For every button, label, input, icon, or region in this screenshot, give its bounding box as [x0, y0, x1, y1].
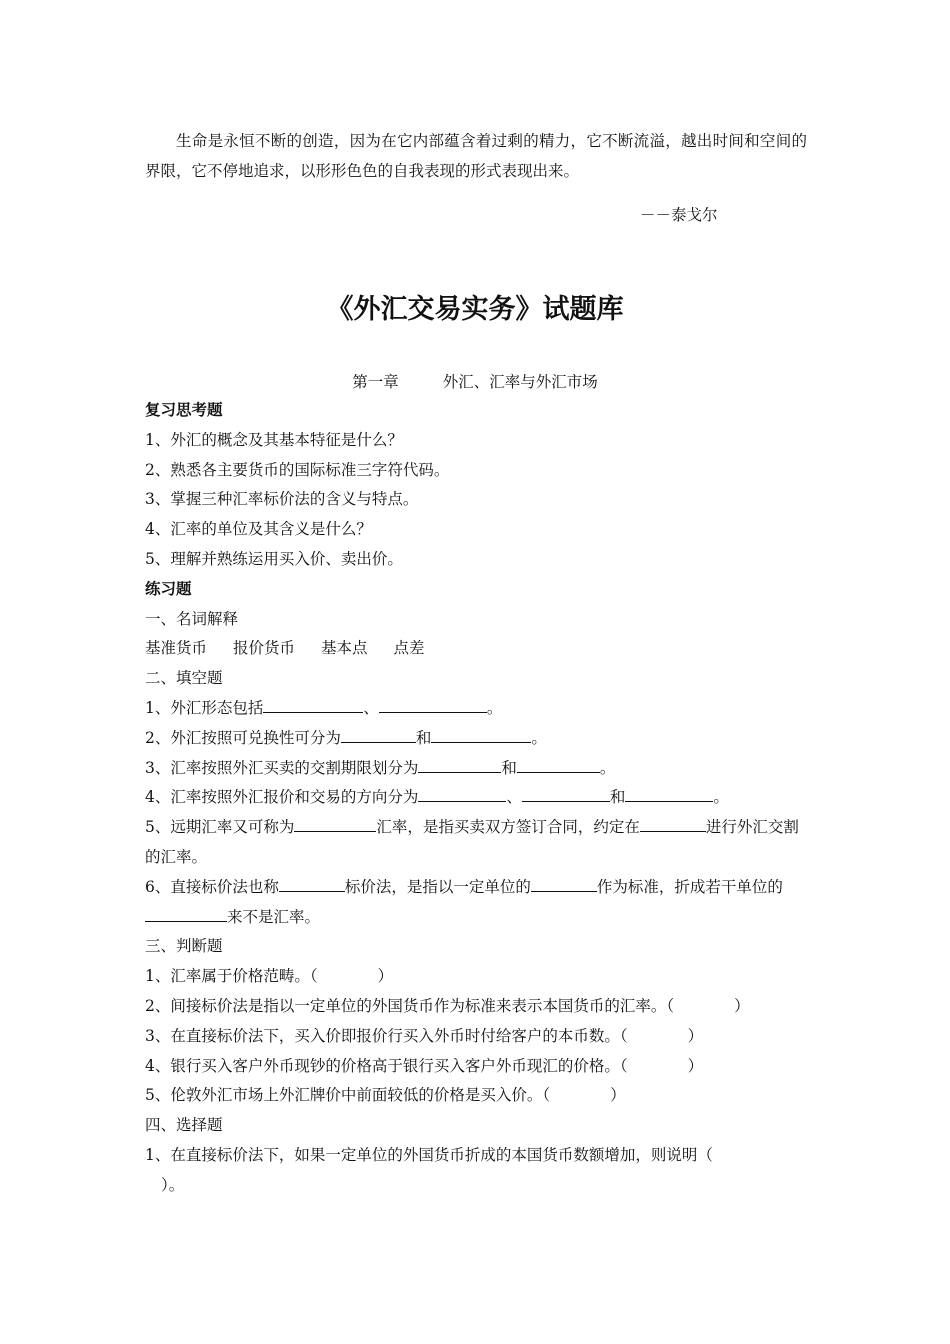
terms-heading: 一、名词解释 [145, 609, 239, 628]
answer-blank[interactable] [294, 813, 376, 832]
review-item: 5、理解并熟练运用买入价、卖出价。 [145, 549, 403, 568]
quote-author: －－泰戈尔 [640, 206, 718, 224]
chapter-name: 外汇、汇率与外汇市场 [442, 373, 598, 391]
review-item: 4、汇率的单位及其含义是什么？ [145, 520, 372, 539]
review-item: 3、掌握三种汇率标价法的含义与特点。 [145, 490, 419, 509]
review-heading: 复习思考题 [145, 401, 223, 419]
fill-question: 3、汇率按照外汇买卖的交割期限划分为 和 。 [145, 754, 807, 784]
judge-question: 4、银行买入客户外币现钞的价格高于银行买入客户外币现汇的价格。（ ） [145, 1056, 704, 1075]
judge-question: 5、伦敦外汇市场上外汇牌价中前面较低的价格是买入价。（ ） [145, 1086, 626, 1105]
term: 基本点 [321, 639, 368, 658]
answer-blank[interactable] [279, 873, 345, 892]
judge-heading: 三、判断题 [145, 937, 223, 956]
answer-blank[interactable] [517, 754, 600, 773]
judge-question: 2、间接标价法是指以一定单位的外国货币作为标准来表示本国货币的汇率。（ ） [145, 996, 750, 1015]
judge-question: 1、汇率属于价格范畴。（ ） [145, 967, 394, 986]
choice-question: 1、在直接标价法下，如果一定单位的外国货币折成的本国货币数额增加，则说明（ ）。 [145, 1145, 713, 1194]
choice-heading: 四、选择题 [145, 1116, 223, 1135]
fill-question: 2、外汇按照可兑换性可分为 和 。 [145, 724, 807, 754]
review-item: 2、熟悉各主要货币的国际标准三字符代码。 [145, 460, 450, 479]
fill-heading: 二、填空题 [145, 669, 223, 688]
chapter-number: 第一章 [352, 373, 399, 391]
review-item: 1、外汇的概念及其基本特征是什么？ [145, 430, 403, 449]
fill-question: 1、外汇形态包括 、 。 [145, 694, 807, 724]
answer-blank[interactable] [431, 724, 531, 743]
answer-blank[interactable] [379, 694, 487, 713]
fill-question: 4、汇率按照外汇报价和交易的方向分为 、 和 。 [145, 783, 807, 813]
answer-blank[interactable] [625, 783, 713, 802]
judge-question: 3、在直接标价法下，买入价即报价行买入外币时付给客户的本币数。（ ） [145, 1026, 704, 1045]
answer-blank[interactable] [145, 903, 227, 922]
chapter-heading [0, 370, 950, 392]
term: 点差 [393, 639, 425, 658]
quote-text: 生命是永恒不断的创造，因为在它内部蕴含着过剩的精力，它不断流溢，越出时间和空间的界限，它不停地追求，以形形色色的自我表现的形式表现出来。 [145, 132, 807, 180]
answer-blank[interactable] [418, 754, 501, 773]
fill-question: 5、远期汇率又可称为 汇率，是指买卖双方签订合同，约定在 进行外汇交割的汇率。 [145, 813, 807, 873]
content-body [145, 396, 807, 1201]
answer-blank[interactable] [640, 813, 706, 832]
page-title: 《外汇交易实务》试题库 [326, 294, 624, 325]
term: 基准货币 [145, 639, 208, 658]
term: 报价货币 [233, 639, 296, 658]
answer-blank[interactable] [531, 873, 597, 892]
answer-blank[interactable] [522, 783, 610, 802]
answer-blank[interactable] [341, 724, 416, 743]
answer-blank[interactable] [418, 783, 506, 802]
exercise-heading: 练习题 [145, 579, 192, 598]
terms-list [145, 634, 807, 664]
answer-blank[interactable] [263, 694, 363, 713]
fill-question: 6、直接标价法也称 标价法，是指以一定单位的 作为标准，折成若干单位的来不是汇率。 [145, 873, 807, 933]
